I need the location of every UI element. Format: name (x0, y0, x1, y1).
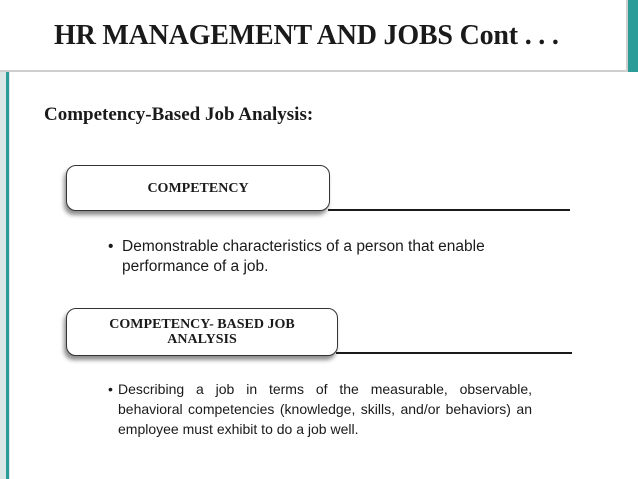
bullet-text: Describing a job in terms of the measurable, observable, behavioral competencies (knowledge, skills, and/or behaviors) an employee must exhibit to do a job well. (118, 381, 532, 437)
divider-line-1 (328, 209, 570, 211)
bullet-icon: • (108, 381, 113, 397)
job-analysis-definition (108, 379, 532, 439)
left-accent-stripe (6, 72, 9, 479)
competency-based-job-analysis-tab-label: COMPETENCY- BASED JOB ANALYSIS (109, 317, 295, 347)
list-item (108, 237, 508, 277)
divider-line-2 (336, 352, 572, 354)
list-item (108, 379, 532, 439)
competency-tab (66, 165, 330, 211)
competency-tab-label: COMPETENCY (147, 180, 249, 196)
section-heading: Competency-Based Job Analysis: (44, 104, 314, 125)
competency-definition (108, 237, 508, 277)
competency-based-job-analysis-tab (66, 308, 338, 356)
bullet-text: Demonstrable characteristics of a person that enable performance of a job. (122, 238, 485, 275)
slide-title: HR MANAGEMENT AND JOBS Cont . . . (54, 20, 559, 51)
bullet-icon: • (108, 238, 114, 255)
title-bar (0, 0, 628, 72)
